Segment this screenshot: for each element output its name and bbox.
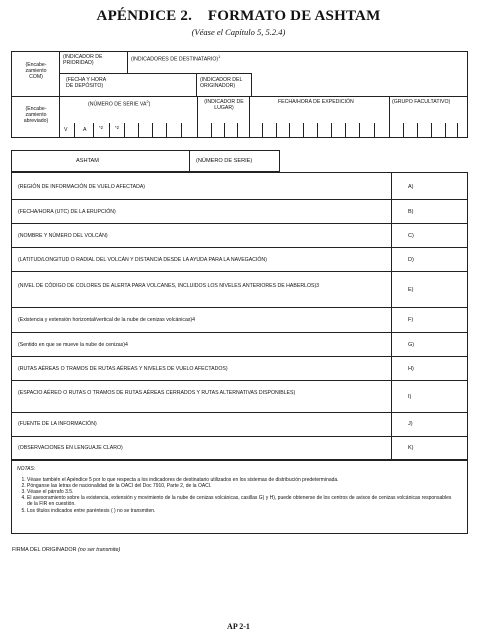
note-item: 2. Pónganse las letras de nacionalidad de la OACI del Doc 7910, Parte 2, de la OACI. <box>27 483 457 489</box>
row-g: (Sentido en que se mueve la nube de cenizas)4 G) <box>18 342 415 348</box>
encab-com-label: (Encabe- zamiento COM) <box>25 62 47 80</box>
page-subtitle: (Véase el Capítulo 5, 5.2.4) <box>191 27 286 37</box>
row-f: (Existencia y extensión horizontal/vertical de la nube de cenizas volcánicas)4 F) <box>18 317 414 323</box>
row-k: (OBSERVACIONES EN LENGUAJE CLARO) K) <box>18 445 414 451</box>
row-h: (RUTAS AÉREAS O TRAMOS DE RUTAS AÉREAS Y NIVELES DE VUELO AFECTADOS) H) <box>18 366 414 372</box>
ashtam-label: ASHTAM <box>76 158 99 164</box>
notes-heading: NOTAS: <box>17 466 36 472</box>
grupo-facultativo-label: (GRUPO FACULTATIVO) <box>392 99 451 105</box>
cell-v: V <box>64 127 68 133</box>
cell-a: A <box>83 127 87 133</box>
row-d: (LATITUD/LONGITUD O RADIAL DEL VOLCÁN Y DISTANCIA DESDE LA AYUDA PARA LA NAVEGACIÓN) D) <box>18 257 414 263</box>
cell-nat-1: *2 <box>99 125 104 130</box>
note-item: 4. El asesoramiento sobre la existencia, extensión y movimiento de la nube de cenizas volcánicas, casillas G) y H), puede obtenerse de los centros de avisos de cenizas volcánicas responsables de la FIR en cuestión. <box>27 495 457 507</box>
cell-nat-2: *2 <box>115 125 120 130</box>
indicadores-destinatario-label: (INDICADORES DE DESTINATARIO)$^1$ <box>131 54 221 63</box>
encab-abreviado-label: (Encabe- zamiento abreviado) <box>23 106 49 124</box>
firma-originador: FIRMA DEL ORIGINADOR (no ser transmite) <box>12 547 121 553</box>
row-e: (NIVEL DE CÓDIGO DE COLORES DE ALERTA PARA VOLCANES, INCLUIDOS LOS NIVELES ANTERIORES DE HABERLOS)3 E) <box>18 283 414 293</box>
indicador-prioridad-label: (INDICADOR DE PRIORIDAD) <box>63 54 103 66</box>
page-title: APÉNDICE 2. FORMATO DE ASHTAM <box>96 8 381 24</box>
row-j: (FUENTE DE LA INFORMACIÓN) J) <box>18 421 413 427</box>
ashtam-table <box>11 172 468 460</box>
numero-serie-label: (NÚMERO DE SERIE $VA^2$) <box>88 99 151 108</box>
note-item: 5. Los títulos indicados entre paréntesis ( ) no se transmiten. <box>27 508 457 514</box>
page-number: AP 2-1 <box>227 622 250 631</box>
numero-serie-ashtam-label: (NÚMERO DE SERIE) <box>196 158 253 164</box>
row-i: (ESPACIO AÉREO O RUTAS O TRAMOS DE RUTAS AÉREAS CERRADOS Y RUTAS ALTERNATIVAS DISPONIBLES) I) <box>18 390 412 400</box>
indicador-originador-label: (INDICADOR DEL ORIGINADOR) <box>200 77 243 89</box>
row-b: (FECHA/HORA (UTC) DE LA ERUPCIÓN) B) <box>18 209 414 215</box>
row-a: (REGIÓN DE INFORMACIÓN DE VUELO AFECTADA) A) <box>18 184 414 190</box>
notes <box>17 466 457 514</box>
row-c: (NOMBRE Y NÚMERO DEL VOLCÁN) C) <box>18 233 414 239</box>
fecha-deposito-label: (FECHA Y HORA DE DEPÓSITO) <box>66 77 107 89</box>
note-item: 3. Véase el párrafo 3.5. <box>27 489 457 495</box>
fecha-expedicion-label: FECHA/HORA DE EXPEDICIÓN <box>278 99 354 105</box>
notes-list <box>17 477 457 514</box>
indicador-lugar-label: (INDICADOR DE LUGAR) <box>204 99 244 111</box>
note-item: 1. Véase también el Apéndice 5 por lo que respecta a los indicadores de destinatario utilizados en los sistemas de distribución predeterminada. <box>27 477 457 483</box>
